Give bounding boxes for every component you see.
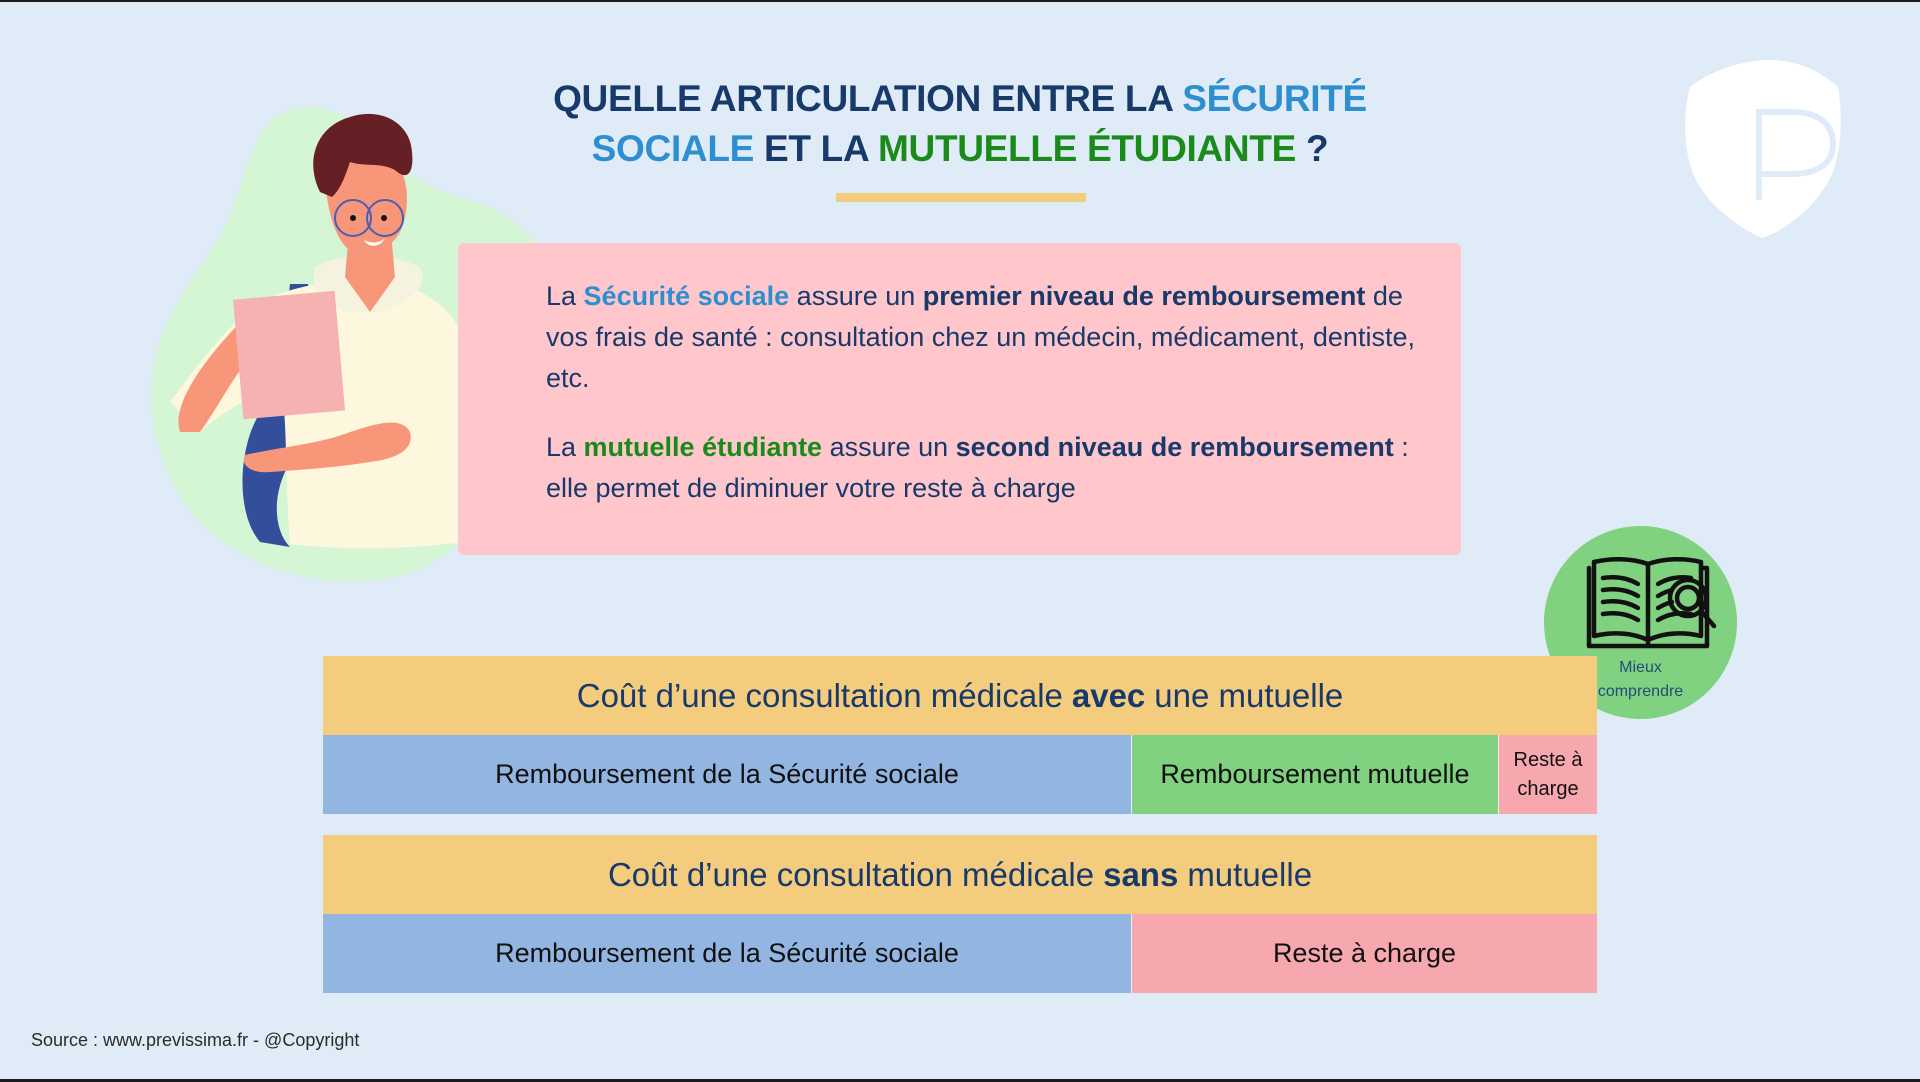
info-text-fragment: La <box>546 432 584 462</box>
title-text: ? <box>1296 128 1329 169</box>
cost-table-header <box>323 656 1597 735</box>
cell-label-line-2: charge <box>1517 777 1579 800</box>
info-paragraph-securite-sociale <box>546 276 1426 399</box>
source-credit: Source : www.previssima.fr - @Copyright <box>31 1030 360 1050</box>
cost-breakdown-row <box>323 914 1597 993</box>
title-underline-divider <box>836 193 1086 202</box>
cell-reste-a-charge: Reste à charge <box>1132 914 1597 993</box>
header-text: une mutuelle <box>1154 676 1344 714</box>
info-paragraph-mutuelle <box>546 427 1426 509</box>
info-text-fragment: : elle permet de diminuer votre reste à charge <box>546 432 1409 503</box>
header-bold-word: sans <box>1103 855 1179 893</box>
info-text <box>546 276 1426 537</box>
info-card <box>458 243 1461 555</box>
cost-table-with-mutuelle <box>323 656 1597 814</box>
header-text: Coût d’une consultation médicale <box>607 855 1095 893</box>
title-highlight-sociale: SOCIALE <box>591 128 755 169</box>
badge-label-line-2: comprendre <box>1597 683 1684 700</box>
info-bold-premier-niveau: premier niveau de remboursement <box>922 281 1366 311</box>
title-highlight-securite: SÉCURITÉ <box>1182 78 1367 119</box>
cost-table-without-mutuelle <box>323 835 1597 993</box>
info-highlight-securite-sociale: Sécurité sociale <box>583 281 790 311</box>
cell-securite-sociale: Remboursement de la Sécurité sociale <box>323 914 1132 993</box>
cost-table-header <box>323 835 1597 914</box>
cost-breakdown-row <box>323 735 1597 814</box>
cell-securite-sociale: Remboursement de la Sécurité sociale <box>323 735 1132 814</box>
info-text-fragment: assure un <box>789 281 923 311</box>
book-magnifier-icon <box>1586 556 1718 651</box>
cell-reste-a-charge <box>1499 735 1597 814</box>
title-text: ET LA <box>754 128 878 169</box>
header-text: mutuelle <box>1187 855 1313 893</box>
shield-p-logo-icon <box>1680 52 1845 238</box>
info-text-fragment: de vos frais de santé : consultation chez un médecin, médicament, dentiste, etc. <box>546 281 1415 393</box>
header-text: Coût d’une consultation médicale <box>576 676 1063 714</box>
info-bold-second-niveau: second niveau de remboursement <box>955 432 1394 462</box>
title-text: QUELLE ARTICULATION ENTRE LA <box>553 78 1183 119</box>
cell-remboursement-mutuelle: Remboursement mutuelle <box>1132 735 1499 814</box>
info-text-fragment: La <box>546 281 584 311</box>
cell-label-line-1: Reste à <box>1513 748 1583 771</box>
title-highlight-mutuelle: MUTUELLE ÉTUDIANTE <box>878 128 1297 169</box>
info-text-fragment: assure un <box>822 432 956 462</box>
header-bold-word: avec <box>1071 676 1146 714</box>
badge-label-line-1: Mieux <box>1619 659 1662 676</box>
info-highlight-mutuelle-etudiante: mutuelle étudiante <box>583 432 823 462</box>
